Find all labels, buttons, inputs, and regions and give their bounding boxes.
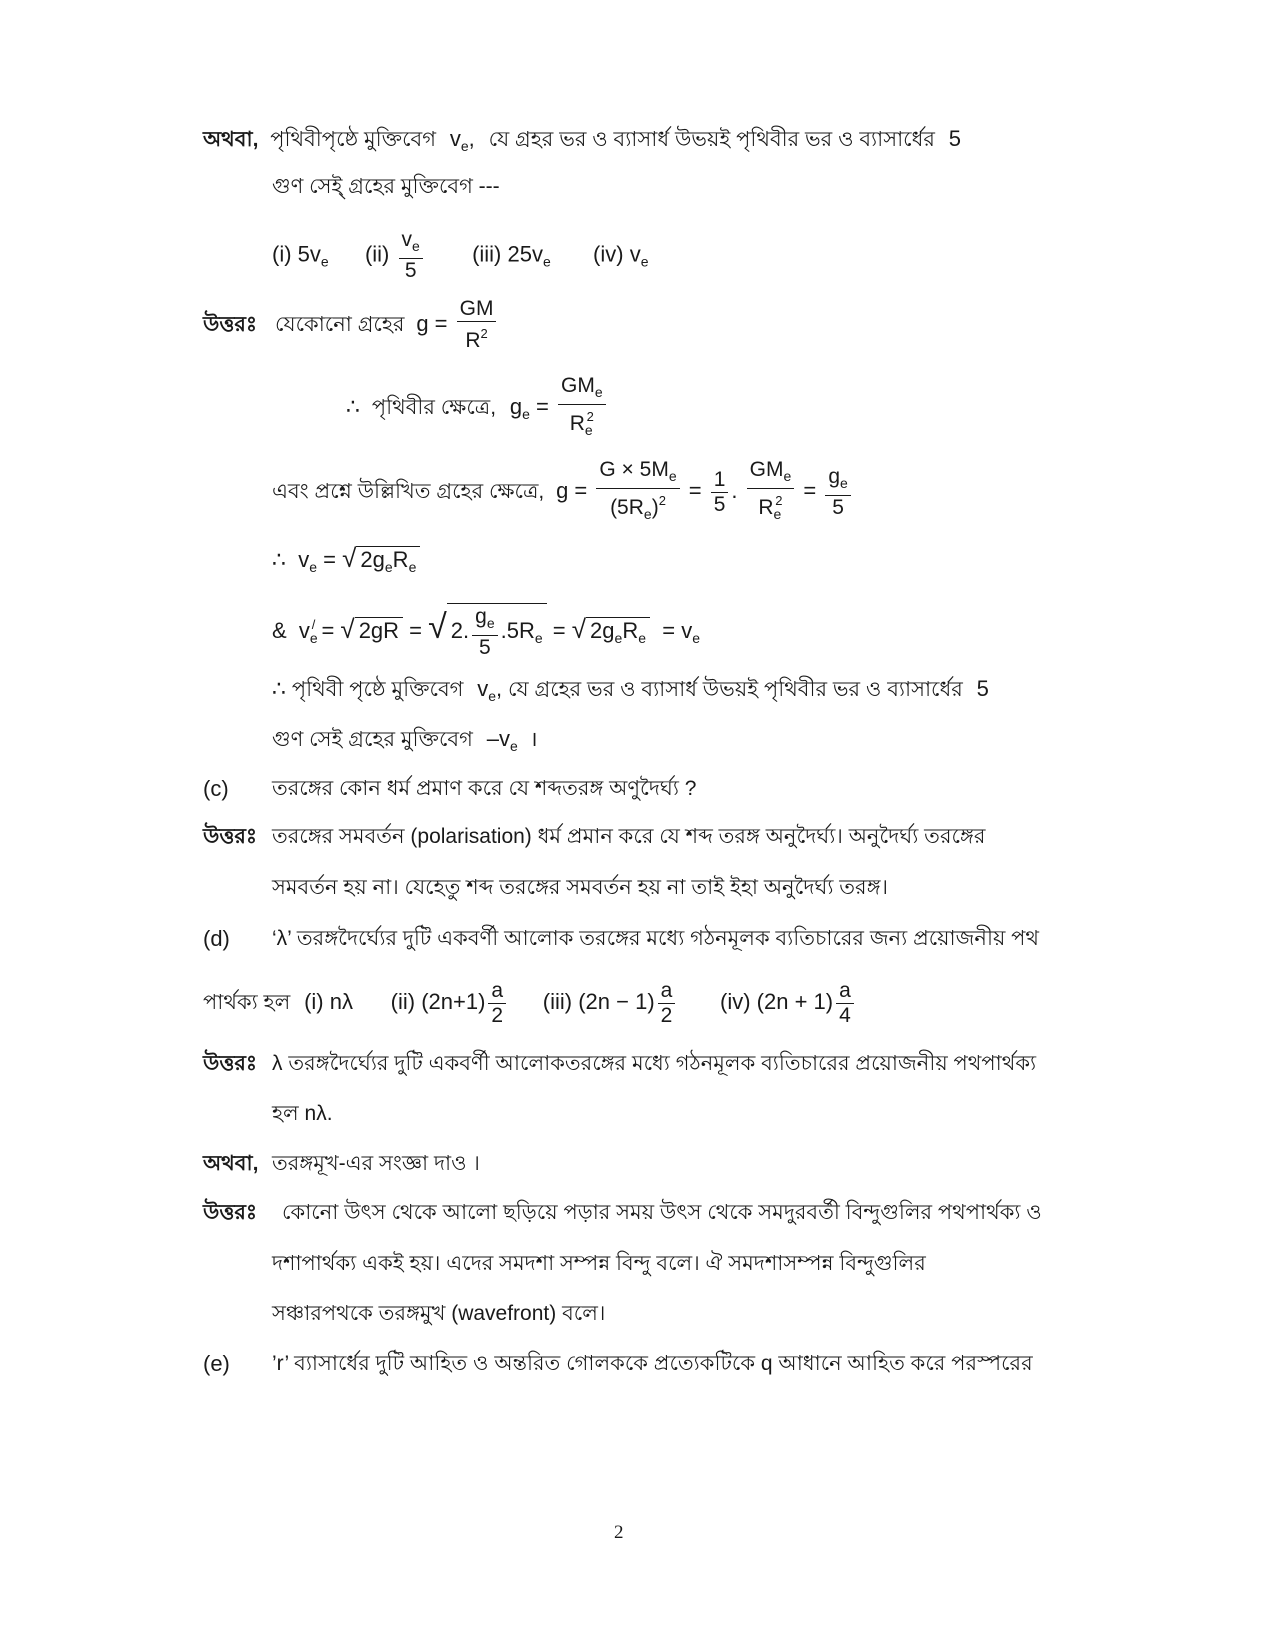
math-minus-ve: $-v_e$ [486,726,518,754]
conclusion-number: 5 [976,676,989,701]
fraction-ve-over-5: $\frac{v_e}{5}$ [399,228,423,283]
or-question-options: (i) $5v_e$ (ii) $\frac{v_e}{5}$ (iii) $25v_e$ (iv) $v_e$ [272,228,649,282]
answer-or-label: উত্তরঃ [203,1201,258,1224]
fraction-a-over-4: $\frac{a}{4}$ [836,979,854,1028]
math-ve: $v_e$, [477,676,503,704]
option-iii-label: (iii) [472,241,502,267]
conclusion-end: । [529,728,538,751]
question-d-label: (d) [203,926,230,951]
option-d-i: (i) nλ [304,989,353,1014]
conclusion-text-c: গুণ সেই গ্রহের মুক্তিবেগ [272,728,473,751]
answer-d-label: উত্তরঃ [203,1052,258,1075]
question-c-text: তরঙ্গের কোন ধর্ম প্রমাণ করে যে শব্দতরঙ্গ অণুদৈর্ঘ্য ? [272,777,697,800]
or-label: অথবা, [203,128,259,151]
conclusion-text-b: যে গ্রহের ভর ও ব্যাসার্ধ উভয়ই পৃথিবীর ভর ও ব্যাসার্ধের [508,678,963,701]
conclusion-text-a: পৃথিবী পৃষ্ঠে মুক্তিবেগ [291,678,464,701]
math-ve-prime: & $v_e^/$ = √ 2gR = √ 2. $\frac{g_e}{5}$ $.5R_e$ = √ $2g_eR_e = v_e$ [272,598,700,665]
answer-d-line-2: হল nλ. [272,1102,333,1125]
or-question-text-a: পৃথিবীপৃষ্ঠে মুক্তিবেগ [270,128,436,151]
page-number: 2 [614,1522,624,1543]
question-e-text: ’r’ ব্যাসার্ধের দুটি আহিত ও অন্তরিত গোলককে প্রত্যেকটিকে q আধানে আহিত করে পরস্পরের [272,1352,1033,1375]
answer-1-line-1 [203,297,499,353]
math-ge-formula: $g_e$ = $\frac{GM_e}{R_e^2}$ [510,394,609,419]
answer-1-earth-text: পৃথিবীর ক্ষেত্রে, [371,395,497,419]
answer-or-line-2: দশাপার্থক্য একই হয়। এদের সমদশা সম্পন্ন বিন্দু বলে। ঐ সমদশাসম্পন্ন বিন্দুগুলির [272,1252,926,1275]
math-planet-g: g = $\frac{G \times 5M_e}{(5R_e)^2}$ = $\frac{1}{5}$ . $\frac{GM_e}{R_e^2}$ = $\frac{g_e}{5}$ [556,478,854,503]
answer-c-label: উত্তরঃ [203,825,258,848]
answer-label: উত্তরঃ [203,312,258,336]
question-c-label: (c) [203,776,229,801]
question-d-line-1: ‘λ’ তরঙ্গদৈর্ঘ্যের দুটি একবর্ণী আলোক তরঙ্গের মধ্যে গঠনমূলক ব্যতিচারের জন্য প্রয়োজনীয় পথ [272,927,1040,950]
conclusion-line-2 [272,725,538,760]
math-ve-root: ∴ $v_e$ = √ $2g_eR_e$ [272,544,420,581]
therefore-symbol: ∴ [272,676,286,701]
option-ii-label: (ii) [364,241,390,267]
option-iv-label: (iv) [593,241,624,267]
conclusion-line-1 [272,675,989,710]
fraction-a-over-2: $\frac{a}{2}$ [658,979,676,1028]
therefore-symbol: ∴ [346,393,360,419]
option-d-ii: (ii) (2n+1) [390,989,486,1014]
answer-or-line-1: কোনো উৎস থেকে আলো ছড়িয়ে পড়ার সময় উৎস থেকে সমদুরবর্তী বিন্দুগুলির পথপার্থক্য ও [282,1201,1042,1224]
option-d-iv: (iv) (2n + 1) [720,989,834,1014]
or-question-2-text: তরঙ্গমূখ-এর সংজ্ঞা দাও । [272,1152,480,1175]
or-question-line-1 [203,125,961,160]
fraction-a-over-2: $\frac{a}{2}$ [488,979,506,1028]
or-question-text-b: যে গ্রহর ভর ও ব্যাসার্ধ উভয়ই পৃথিবীর ভর ও ব্যাসার্ধের [488,128,935,151]
answer-c-line-1: তরঙ্গের সমবর্তন (polarisation) ধর্ম প্রমান করে যে শব্দ তরঙ্গ অনুদৈর্ঘ্য। অনুদৈর্ঘ্য তরঙ্গের [272,825,986,848]
math-g-formula: g = $\frac{GM}{R^2}$ [416,311,499,336]
option-d-iii: (iii) (2n − 1) [542,989,655,1014]
option-i-label: (i) [272,241,292,267]
question-d-line-2: পার্থক্য হল [203,991,291,1014]
or-question-number: 5 [948,126,962,151]
answer-c-line-2: সমবর্তন হয় না। যেহেতু শব্দ তরঙ্গের সমবর্তন হয় না তাই ইহা অনুদৈর্ঘ্য তরঙ্গ। [272,876,889,899]
answer-1-line-2 [346,374,609,442]
question-e-label: (e) [203,1351,230,1376]
answer-1-planet-text: এবং প্রশ্নে উল্লিখিত গ্রহের ক্ষেত্রে, [272,479,545,503]
or-label-2: অথবা, [203,1152,259,1175]
answer-1-text: যেকোনো গ্রহের [274,312,405,336]
question-d-options [203,975,857,1030]
answer-d-line-1: λ তরঙ্গদৈর্ঘ্যের দুটি একবর্ণী আলোকতরঙ্গের মধ্যে গঠনমূলক ব্যতিচারের প্রয়োজনীয় পথপার্থক্য [272,1052,1037,1075]
answer-or-line-3: সঞ্চারপথকে তরঙ্গমুখ (wavefront) বলে। [272,1302,606,1325]
answer-1-line-3 [272,458,854,526]
or-question-line-2: গুণ সেই্ গ্রহের মুক্তিবেগ --- [272,175,500,198]
math-ve: $v_e$, [449,126,475,154]
